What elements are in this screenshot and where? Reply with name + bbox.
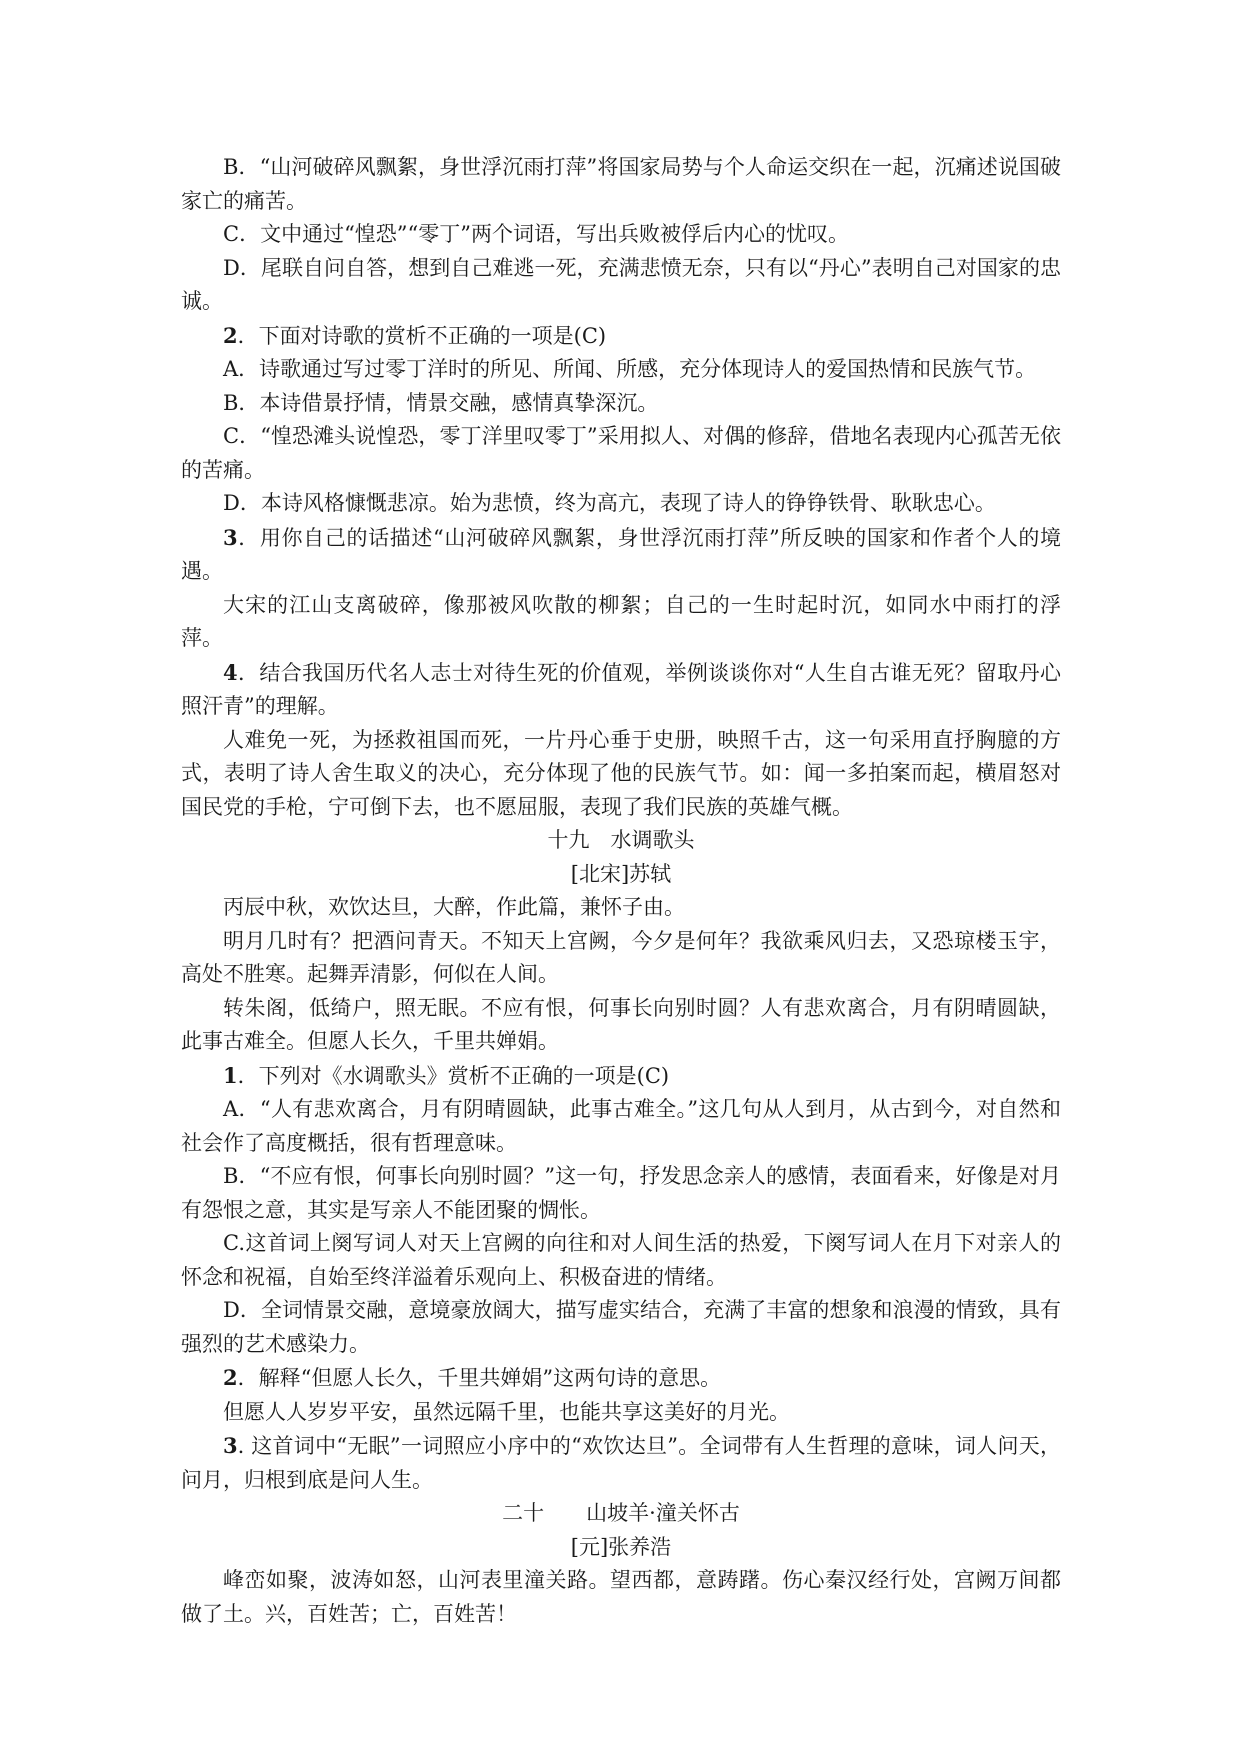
- paragraph: B．“不应有恨，何事长向别时圆？”这一句，抒发思念亲人的感情，表面看来，好像是对月有怨恨之意，其实是写亲人不能团聚的惆怅。: [181, 1164, 1061, 1222]
- question-paragraph: [181, 319, 1061, 354]
- question-text: ．结合我国历代名人志士对待生死的价值观，举例谈谈你对“人生自古谁无死？留取丹心照汗青”的理解。: [181, 660, 1061, 718]
- paragraph: D．全词情景交融，意境豪放阔大，描写虚实结合，充满了丰富的想象和浪漫的情致，具有强烈的艺术感染力。: [181, 1298, 1061, 1356]
- paragraph: A．“人有悲欢离合，月有阴晴圆缺，此事古难全。”这几句从人到月，从古到今，对自然和社会作了高度概括，很有哲理意味。: [181, 1097, 1061, 1155]
- paragraph: D．本诗风格慷慨悲凉。始为悲愤，终为高亢，表现了诗人的铮铮铁骨、耿耿忠心。: [223, 491, 996, 515]
- question-number: 1: [223, 1062, 238, 1088]
- question-text: ．下面对诗歌的赏析不正确的一项是(C): [237, 323, 607, 348]
- question-text: ．用你自己的话描述“山河破碎风飘絮，身世浮沉雨打萍”所反映的国家和作者个人的境遇。: [181, 525, 1061, 583]
- section-author: [元]张养浩: [570, 1534, 672, 1559]
- question-number: 2: [223, 1365, 238, 1390]
- paragraph: B．本诗借景抒情，情景交融，感情真挚深沉。: [223, 390, 659, 415]
- paragraph: A．诗歌通过写过零丁洋时的所见、所闻、所感，充分体现诗人的爱国热情和民族气节。: [223, 357, 1037, 381]
- question-text: . 这首词中“无眠”一词照应小序中的“欢饮达旦”。全词带有人生哲理的意味，词人问天，问月，归根到底是问人生。: [181, 1434, 1061, 1492]
- paragraph: 但愿人人岁岁平安，虽然远隔千里，也能共享这美好的月光。: [223, 1399, 790, 1424]
- paragraph: 丙辰中秋，欢饮达旦，大醉，作此篇，兼怀子由。: [223, 895, 685, 919]
- paragraph: 明月几时有？把酒问青天。不知天上宫阙，今夕是何年？我欲乘风归去，又恐琼楼玉宇，高处不胜寒。起舞弄清影，何似在人间。: [181, 928, 1061, 986]
- section-title: 二十 山坡羊·潼关怀古: [502, 1501, 740, 1525]
- question-number: 4: [223, 659, 238, 685]
- question-number: 3: [223, 1433, 238, 1458]
- question-paragraph: [181, 1059, 1061, 1094]
- paragraph: 峰峦如聚，波涛如怒，山河表里潼关路。望西都，意踌躇。伤心秦汉经行处，宫阙万间都做了土。兴，百姓苦；亡，百姓苦！: [181, 1568, 1061, 1626]
- paragraph: C.这首词上阕写词人对天上宫阙的向往和对人间生活的热爱，下阕写词人在月下对亲人的怀念和祝福，自始至终洋溢着乐观向上、积极奋进的情绪。: [181, 1231, 1061, 1289]
- paragraph: 人难免一死，为拯救祖国而死，一片丹心垂于史册，映照千古，这一句采用直抒胸臆的方式，表明了诗人舍生取义的决心，充分体现了他的民族气节。如：闻一多拍案而起，横眉怒对国民党的手枪，宁可倒下去，也不愿屈服，表现了我们民族的英雄气概。: [181, 727, 1061, 819]
- paragraph: B．“山河破碎风飘絮，身世浮沉雨打萍”将国家局势与个人命运交织在一起，沉痛述说国破家亡的痛苦。: [181, 155, 1061, 213]
- question-paragraph: [181, 1429, 1061, 1497]
- question-number: 3: [223, 524, 238, 550]
- section-author: [北宋]苏轼: [570, 861, 672, 886]
- document-page: [181, 151, 1061, 1631]
- paragraph: 大宋的江山支离破碎，像那被风吹散的柳絮；自己的一生时起时沉，如同水中雨打的浮萍。: [181, 592, 1061, 650]
- question-paragraph: [181, 1361, 1061, 1396]
- question-number: 2: [223, 322, 238, 348]
- question-paragraph: [181, 656, 1061, 724]
- paragraph: C．文中通过“惶恐”“零丁”两个词语，写出兵败被俘后内心的忧叹。: [223, 222, 850, 246]
- question-text: ．下列对《水调歌头》赏析不正确的一项是(C): [237, 1063, 670, 1088]
- paragraph: D．尾联自问自答，想到自己难逃一死，充满悲愤无奈，只有以“丹心”表明自己对国家的忠诚。: [181, 255, 1061, 313]
- paragraph: C．“惶恐滩头说惶恐，零丁洋里叹零丁”采用拟人、对偶的修辞，借地名表现内心孤苦无依的苦痛。: [181, 424, 1061, 482]
- section-title: 十九 水调歌头: [547, 828, 695, 852]
- question-text: ．解释“但愿人长久，千里共婵娟”这两句诗的意思。: [237, 1366, 722, 1390]
- paragraph: 转朱阁，低绮户，照无眠。不应有恨，何事长向别时圆？人有悲欢离合，月有阴晴圆缺，此事古难全。但愿人长久，千里共婵娟。: [181, 995, 1061, 1053]
- question-paragraph: [181, 521, 1061, 589]
